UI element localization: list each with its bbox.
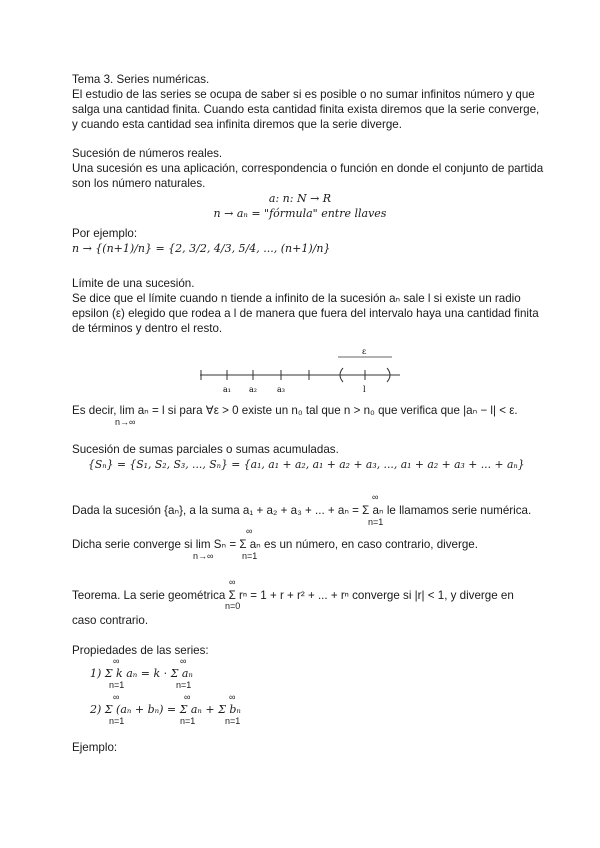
sum-upper-limit: ∞: [372, 492, 379, 502]
sum-upper-limit: ∞: [229, 577, 236, 587]
limite-line-2: epsilon (ε) elegido que rodea a l de manera que fuera del intervalo haya una cantidad finita: [72, 307, 539, 320]
formula-general-term: n → aₙ = "fórmula" entre llaves: [213, 207, 387, 220]
sum-upper-limit: ∞: [180, 656, 187, 666]
a2-label: a₂: [249, 385, 257, 394]
limit-definition: Es decir, lim aₙ = l si para ∀ε > 0 existe un n₀ tal que n > n₀ que verifica que |aₙ − l| < ε.: [72, 404, 518, 417]
example-sequence: n → {(n+1)/n} = {2, 3/2, 4/3, 5/4, ..., (n+1)/n}: [72, 242, 331, 255]
formula-mapping: a: n: N → R: [268, 192, 332, 205]
partial-sums-formula: {Sₙ} = {S₁, S₂, S₃, ..., Sₙ} = {a₁, a₁ + a₂, a₁ + a₂ + a₃, ..., a₁ + a₂ + a₃ + ... + aₙ}: [88, 458, 525, 471]
sum-lower-limit: n=1: [180, 716, 196, 726]
sum-upper-limit: ∞: [113, 692, 120, 702]
serie-definition: Dada la sucesión {aₙ}, a la suma a₁ + a₂ + a₃ + ... + aₙ = Σ aₙ le llamamos serie numérica.: [72, 504, 532, 517]
sum-lower-limit: n=1: [242, 551, 258, 561]
property-1: 1) Σ k aₙ = k · Σ aₙ: [90, 667, 193, 680]
epsilon-number-line: [195, 345, 405, 397]
sum-lower-limit: n=1: [176, 680, 192, 690]
sucesion-line-2: son los número naturales.: [72, 177, 206, 190]
a1-label: a₁: [223, 385, 231, 394]
property-2: 2) Σ (aₙ + bₙ) = Σ aₙ + Σ bₙ: [90, 703, 241, 716]
intro-line-2: salga una cantidad finita. Cuando esta cantidad finita exista diremos que la serie converge,: [72, 103, 540, 116]
sum-lower-limit: n=1: [109, 716, 125, 726]
intro-line-3: y cuando esta cantidad sea infinita diremos que la serie diverge.: [72, 118, 402, 131]
convergence-statement: Dicha serie converge si lim Sₙ = Σ aₙ es un número, en caso contrario, diverge.: [72, 538, 478, 551]
sum-upper-limit: ∞: [113, 656, 120, 666]
section-heading-sumas: Sucesión de sumas parciales o sumas acumuladas.: [72, 443, 339, 456]
section-heading-limite: Límite de una sucesión.: [72, 277, 195, 290]
sum-lower-limit: n=0: [225, 601, 241, 611]
intro-line-1: El estudio de las series se ocupa de saber si es posible o no sumar infinitos número y que: [72, 88, 535, 101]
a3-label: a₃: [277, 385, 285, 394]
sum-upper-limit: ∞: [184, 692, 191, 702]
example-heading: Ejemplo:: [72, 741, 118, 754]
limite-line-1: Se dice que el límite cuando n tiende a infinito de la sucesión aₙ sale l si existe un radio: [72, 292, 521, 305]
sum-lower-limit: n=1: [368, 517, 384, 527]
lim-subscript: n→∞: [193, 551, 214, 561]
section-heading-sucesion: Sucesión de números reales.: [72, 147, 223, 160]
epsilon-label: ε: [362, 347, 367, 356]
sum-upper-limit: ∞: [246, 526, 253, 536]
limite-line-3: de términos y dentro el resto.: [72, 322, 223, 335]
sum-upper-limit: ∞: [229, 692, 236, 702]
sucesion-line-1: Una sucesión es una aplicación, correspondencia o función en donde el conjunto de partida: [72, 162, 544, 175]
l-label: l: [363, 385, 366, 394]
theorem-line-2: caso contrario.: [72, 614, 149, 627]
example-label: Por ejemplo:: [72, 227, 138, 240]
sum-lower-limit: n=1: [225, 716, 241, 726]
lim-subscript: n→∞: [115, 417, 136, 427]
properties-heading: Propiedades de las series:: [72, 644, 209, 657]
page-title: Tema 3. Series numéricas.: [72, 73, 210, 86]
theorem-line-1: Teorema. La serie geométrica Σ rⁿ = 1 + r + r² + ... + rⁿ converge si |r| < 1, y diverge en: [72, 589, 514, 602]
sum-lower-limit: n=1: [109, 680, 125, 690]
